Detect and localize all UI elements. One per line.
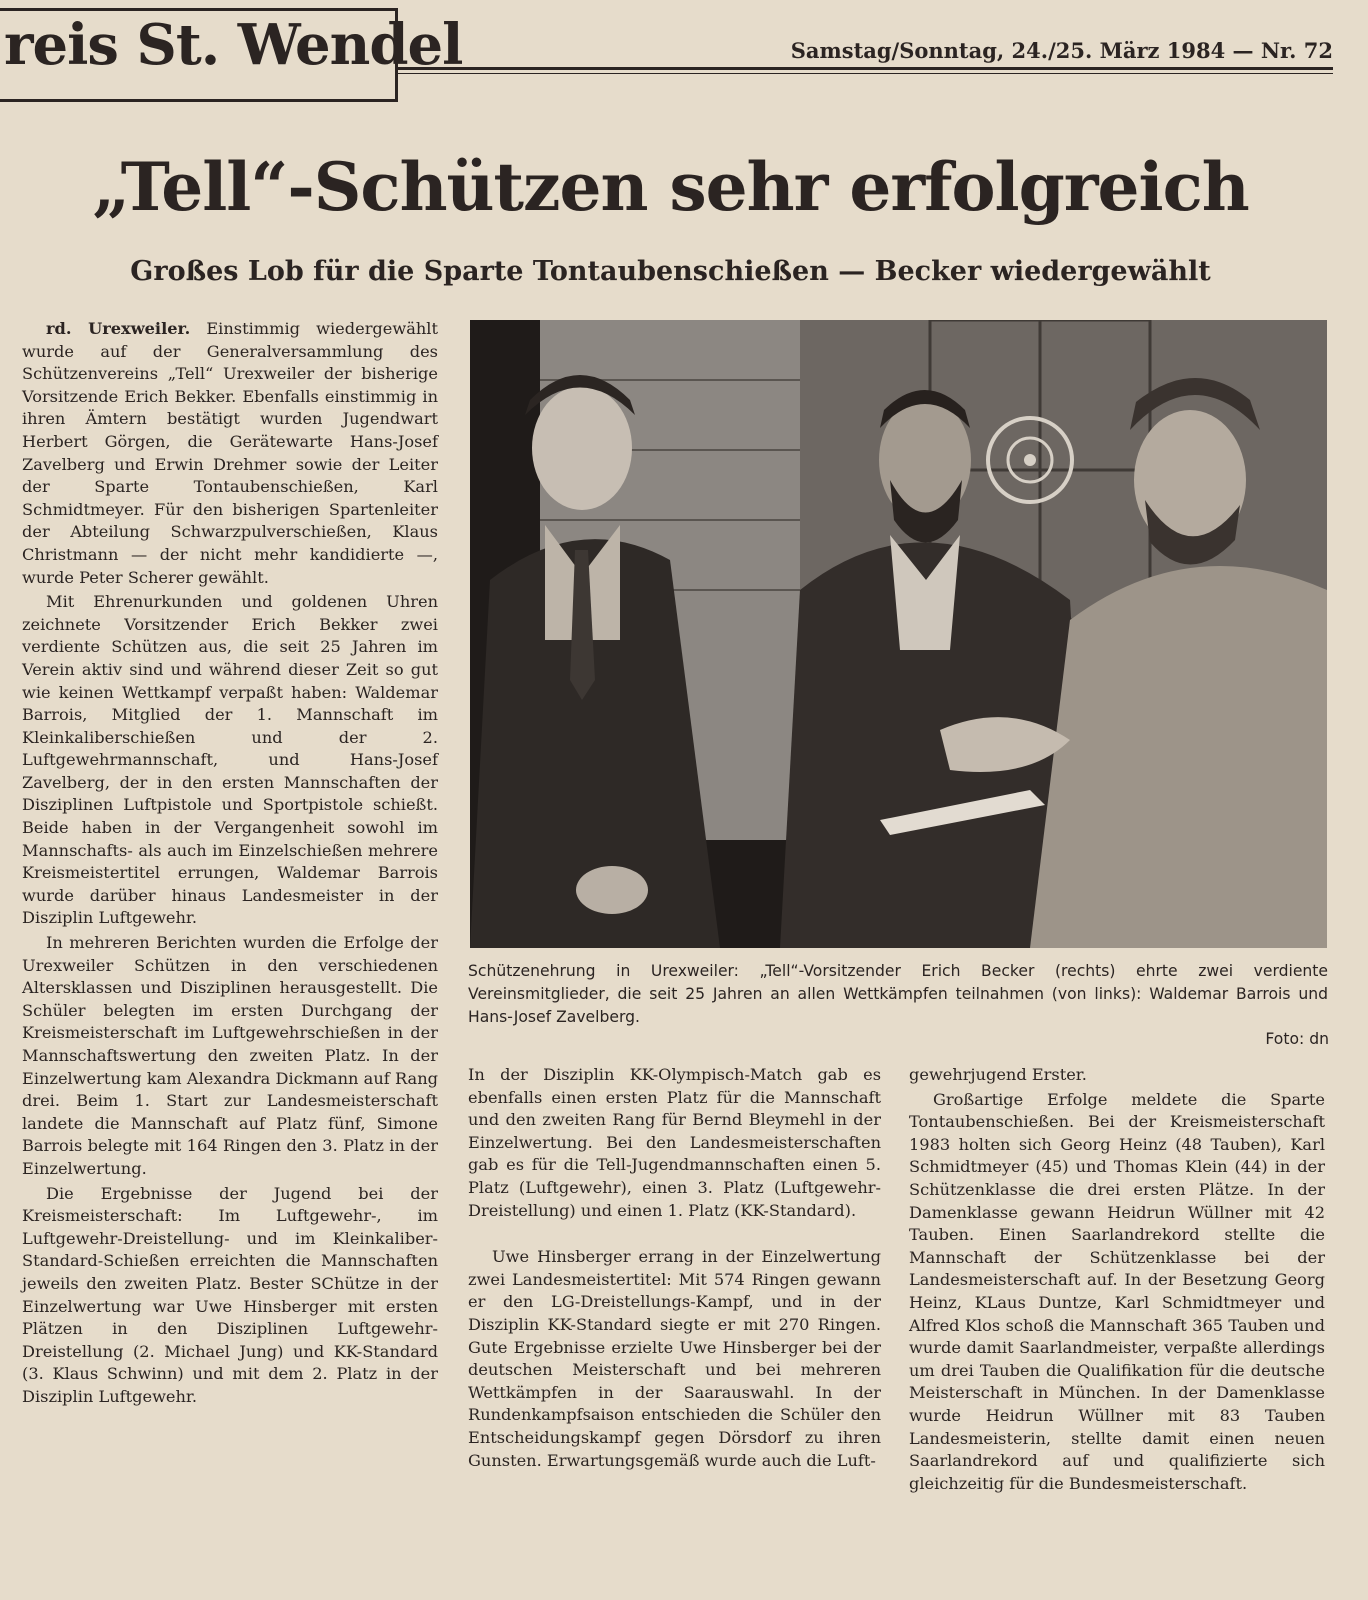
article-column-1 [22, 318, 438, 1409]
newspaper-section-title: reis St. Wendel [4, 12, 463, 78]
dateline-place: rd. Urexweiler. [46, 319, 191, 338]
article-column-2 [468, 1064, 881, 1472]
paragraph-7: gewehrjugend Erster. [909, 1065, 1087, 1084]
paragraph-2: Mit Ehrenurkunden und goldenen Uhren zeichnete Vorsitzender Erich Bekker zwei verdiente Schützen aus, die seit 25 Jahren im Verein aktiv sind und während dieser Zeit so gut wie keinen Wettkampf verpaßt haben: Waldemar Barrois, Mitglied der 1. Mannschaft im Kleinkaliberschießen und der 2. Luftgewehrmannschaft, und Hans-Josef Zavelberg, der in den ersten Mannschaften der Disziplinen Luftpistole und Sportpistole schießt. Beide haben in der Vergangenheit sowohl im Mannschafts- als auch im Einzelschießen mehrere Kreismeistertitel errungen, Waldemar Barrois wurde darüber hinaus Landesmeister in der Disziplin Luftgewehr. [22, 592, 438, 928]
article-subheadline: Großes Lob für die Sparte Tontaubenschießen — Becker wiedergewählt [130, 256, 1211, 287]
paragraph-6: Uwe Hinsberger errang in der Einzelwertung zwei Landesmeistertitel: Mit 574 Ringen gewann er den LG-Dreistellungs-Kampf, und in der Disziplin KK-Standard siegte er mit 270 Ringen. Gute Ergebnisse erzielte Uwe Hinsberger bei der deutschen Meisterschaft und bei mehreren Wettkämpfen in der Saarauswahl. In der Rundenkampfsaison entschieden die Schüler den Entscheidungskampf gegen Dörsdorf zu ihren Gunsten. Erwartungsgemäß wurde auch die Luft- [468, 1247, 881, 1470]
paragraph-4: Die Ergebnisse der Jugend bei der Kreismeisterschaft: Im Luftgewehr-, im Luftgewehr-Dreistellung- und im Kleinkaliber-Standard-Schießen erreichten die Mannschaften jeweils den zweiten Platz. Bester SChütze in der Einzelwertung war Uwe Hinsberger mit ersten Plätzen in den Disziplinen Luftgewehr-Dreistellung (2. Michael Jung) und KK-Standard (3. Klaus Schwinn) und mit dem 2. Platz in der Disziplin Luftgewehr. [22, 1183, 438, 1406]
paragraph-3: In mehreren Berichten wurden die Erfolge der Urexweiler Schützen in den verschiedenen Altersklassen und Disziplinen herausgestellt. Die Schüler belegten im ersten Durchgang der Kreismeisterschaft im Luftgewehrschießen in der Mannschaftswertung den zweiten Platz. In der Einzelwertung kam Alexandra Dickmann auf Rang drei. Beim 1. Start zur Landesmeisterschaft landete die Mannschaft auf Platz fünf, Simone Barrois belegte mit 164 Ringen den 3. Platz in der Einzelwertung. [22, 933, 438, 1178]
issue-dateline: Samstag/Sonntag, 24./25. März 1984 — Nr. 72 [790, 38, 1333, 63]
photo-caption: Schützenehrung in Urexweiler: „Tell“-Vorsitzender Erich Becker (rechts) ehrte zwei verdiente Vereinsmitglieder, die seit 25 Jahren an allen Wettkämpfen teilnahmen (von links): Waldemar Barrois und Hans-Josef Zavelberg. [468, 962, 1328, 1026]
article-photo [470, 320, 1327, 948]
paragraph-8: Großartige Erfolge meldete die Sparte Tontaubenschießen. Bei der Kreismeisterschaft 1983 holten sich Georg Heinz (48 Tauben), Karl Schmidtmeyer (45) und Thomas Klein (44) in der Schützenklasse die drei ersten Plätze. In der Damenklasse gewann Heidrun Wüllner mit 42 Tauben. Einen Saarlandrekord stellte die Mannschaft der Schützenklasse bei der Landesmeisterschaft auf. In der Besetzung Georg Heinz, KLaus Duntze, Karl Schmidtmeyer und Alfred Klos schoß die Mannschaft 365 Tauben und wurde damit Saarlandmeister, verpaßte allerdings um drei Tauben die Qualifikation für die deutsche Meisterschaft in München. In der Damenklasse wurde Heidrun Wüllner mit 83 Tauben Landesmeisterin, stellte damit einen neuen Saarlandrekord auf und qualifizierte sich gleichzeitig für die Bundesmeisterschaft. [909, 1089, 1325, 1493]
paragraph-1 [22, 318, 438, 589]
article-column-3 [909, 1064, 1325, 1495]
photo-credit: Foto: dn [1265, 1030, 1329, 1048]
paragraph-1-text: Einstimmig wiedergewählt wurde auf der Generalversammlung des Schützenvereins „Tell“ Urexweiler der bisherige Vorsitzende Erich Bekker. Ebenfalls einstimmig in ihren Ämtern bestätigt wurden Jugendwart Herbert Görgen, die Gerätewarte Hans-Josef Zavelberg und Erwin Drehmer sowie der Leiter der Sparte Tontaubenschießen, Karl Schmidtmeyer. Für den bisherigen Spartenleiter der Abteilung Schwarzpulverschießen, Klaus Christmann — der nicht mehr kandidierte —, wurde Peter Scherer gewählt. [22, 319, 438, 587]
header-rule [398, 67, 1333, 70]
paragraph-5: In der Disziplin KK-Olympisch-Match gab es ebenfalls einen ersten Platz für die Mannschaft und den zweiten Rang für Bernd Bleymehl in der Einzelwertung. Bei den Landesmeisterschaften gab es für die Tell-Jugendmannschaften einen 5. Platz (Luftgewehr), einen 3. Platz (Luftgewehr-Dreistellung) und einen 1. Platz (KK-Standard). [468, 1065, 881, 1220]
article-headline: „Tell“-Schützen sehr erfolgreich [92, 148, 1249, 226]
header-rule-thin [398, 73, 1333, 74]
